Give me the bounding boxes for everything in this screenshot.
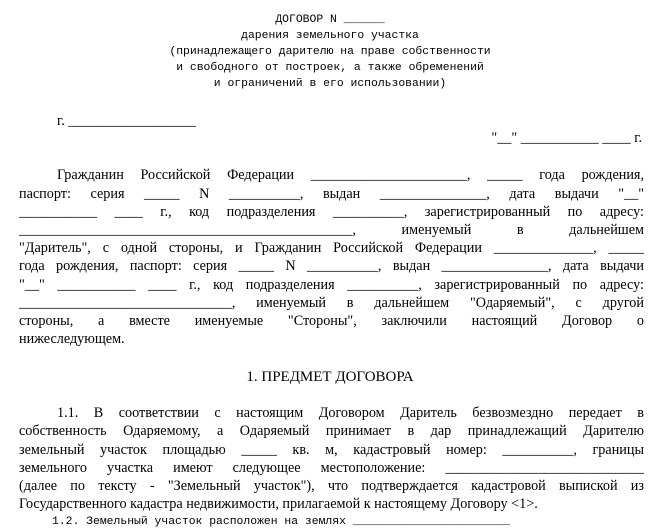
para-1-1-text-5: (далее по тексту - "Земельный участок"), что подтверждается кадастровой выпиской из <box>19 478 644 494</box>
preamble-line-7 <box>19 277 644 294</box>
section-1-heading: 1. ПРЕДМЕТ ДОГОВОРА <box>246 369 414 385</box>
para-1-1-text-6: Государственного кадастра недвижимости, прилагаемой к настоящему Договору <1>. <box>19 496 538 512</box>
para-1-1-line-5 <box>19 478 644 495</box>
preamble-text-2: паспорт: серия _____ N __________, выдан _______________, дата выдачи "__" <box>19 186 644 202</box>
preamble-text-9: стороны, а вместе именуемые "Стороны", заключили настоящий Договор о <box>19 313 644 329</box>
preamble-text-8: ______________________________, именуемый в дальнейшем "Одаряемый", с другой <box>19 295 644 311</box>
preamble-line-4 <box>19 222 644 239</box>
preamble-line-10 <box>19 331 644 348</box>
para-1-1-text-4: земельного участка имеют следующее местоположение: ____________________________ <box>19 460 644 476</box>
preamble-line-9 <box>19 313 644 330</box>
preamble-line-5 <box>19 240 644 257</box>
para-1-1-text-1: 1.1. В соответствии с настоящим Договором Даритель безвозмездно передает в <box>57 405 644 421</box>
contract-title: ДОГОВОР N ______ <box>275 14 385 26</box>
contract-date: "__" ___________ ____ г. <box>491 130 642 146</box>
para-1-1-text-2: собственность Одаряемому, а Одаряемый принимает в дар принадлежащий Дарителю <box>19 423 644 439</box>
preamble-line-1 <box>57 167 644 184</box>
preamble-line-2 <box>19 186 644 203</box>
contract-place: г. __________________ <box>57 113 196 129</box>
contract-subtitle-3: и свободного от построек, а также обременений <box>176 62 484 74</box>
para-1-1-line-3 <box>19 442 644 459</box>
para-1-1-text-3: земельный участок площадью _____ кв. м, кадастровый номер: __________, границы <box>19 442 644 458</box>
para-1-1-line-2 <box>19 423 644 440</box>
preamble-line-6 <box>19 258 644 275</box>
para-1-1-line-6 <box>19 496 644 513</box>
contract-subtitle-2: (принадлежащего дарителю на праве собственности <box>169 46 491 58</box>
preamble-text-10: нижеследующем. <box>19 331 125 347</box>
preamble-text-1: Гражданин Российской Федерации ______________________, _____ года рождения, <box>57 167 644 183</box>
preamble-text-3: ___________ ____ г., код подразделения __________, зарегистрированный по адресу: <box>19 204 644 220</box>
para-1-1-line-1 <box>57 405 644 422</box>
preamble-text-6: года рождения, паспорт: серия _____ N __________, выдан _______________, дата выдачи <box>19 258 644 274</box>
contract-subtitle-1: дарения земельного участка <box>241 30 419 42</box>
para-1-2: 1.2. Земельный участок расположен на землях _______________________ <box>52 516 510 528</box>
para-1-1-line-4 <box>19 460 644 477</box>
preamble-line-3 <box>19 204 644 221</box>
preamble-text-7: "__" ___________ ____ г., код подразделения __________, зарегистрированный по адресу: <box>19 277 644 293</box>
contract-subtitle-4: и ограничений в его использовании) <box>213 78 447 90</box>
preamble-text-5: "Даритель", с одной стороны, и Гражданин Российской Федерации ______________, _____ <box>19 240 644 256</box>
preamble-line-8 <box>19 295 644 312</box>
preamble-text-4: _______________________________________________, именуемый в дальнейшем <box>19 222 644 238</box>
